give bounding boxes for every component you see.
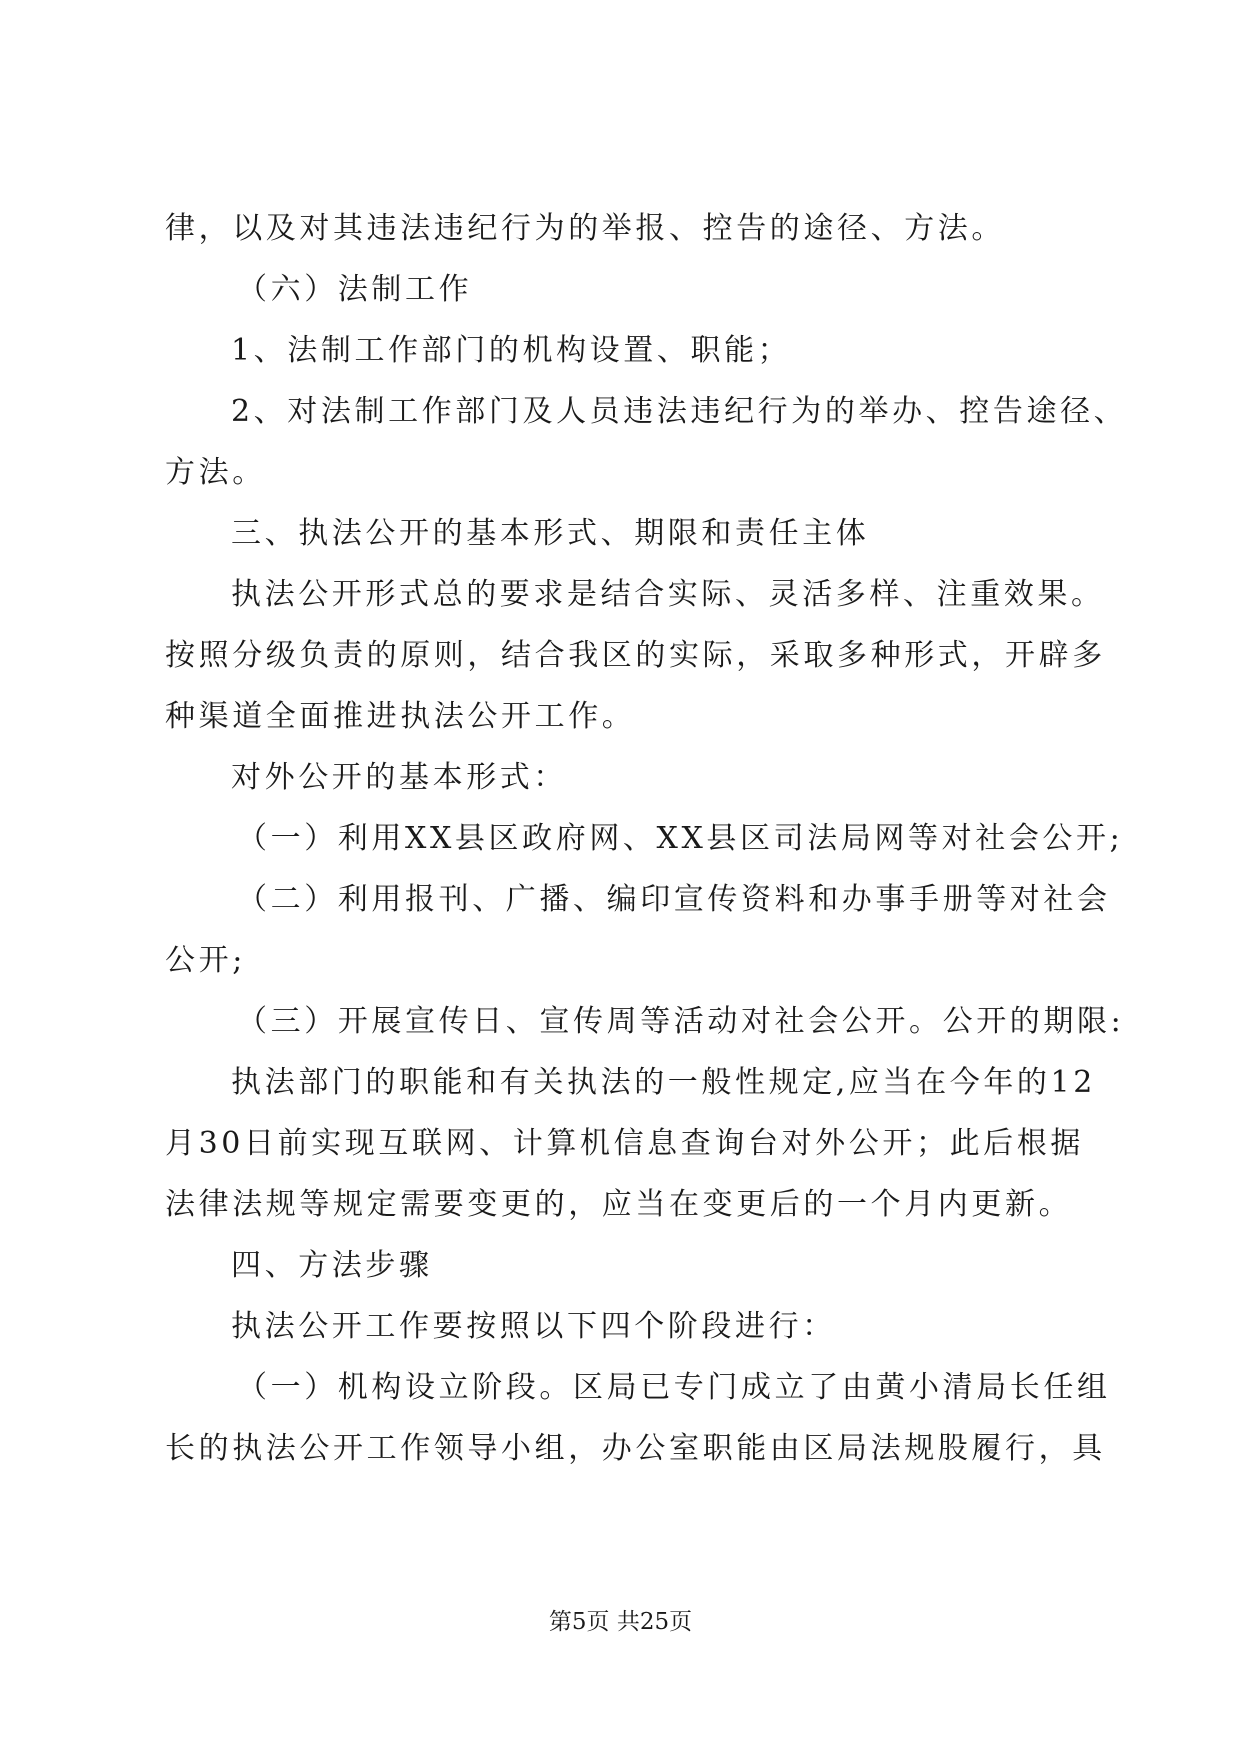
list-item-2: 2、对法制工作部门及人员违法违纪行为的举办、控告途径、: [231, 394, 1128, 429]
section-heading-legal-work: （六）法制工作: [237, 272, 473, 307]
list-item-form-2: （二）利用报刊、广播、编印宣传资料和办事手册等对社会: [237, 882, 1111, 917]
paragraph-line-19: 执法公开工作要按照以下四个阶段进行：: [231, 1309, 836, 1344]
text-line-1: 律，以及对其违法违纪行为的举报、控告的途径、方法。: [165, 211, 1005, 246]
section-heading-3: 三、执法公开的基本形式、期限和责任主体: [231, 516, 870, 551]
paragraph-line-17: 法律法规等规定需要变更的，应当在变更后的一个月内更新。: [165, 1187, 1073, 1222]
paragraph-line-8: 按照分级负责的原则，结合我区的实际，采取多种形式，开辟多: [165, 638, 1106, 673]
text-line-5: 方法。: [165, 455, 266, 490]
paragraph-line-10: 对外公开的基本形式：: [231, 760, 567, 795]
paragraph-line-13: 公开;: [165, 943, 246, 978]
page-number-footer: 第5页 共25页: [548, 1609, 693, 1635]
list-item-form-1: （一）利用XX县区政府网、XX县区司法局网等对社会公开;: [237, 821, 1124, 856]
section-heading-4: 四、方法步骤: [231, 1248, 433, 1283]
paragraph-line-21: 长的执法公开工作领导小组，办公室职能由区局法规股履行，具: [165, 1431, 1106, 1466]
list-item-1: 1、法制工作部门的机构设置、职能；: [231, 333, 792, 368]
paragraph-line-15: 执法部门的职能和有关执法的一般性规定,应当在今年的12: [231, 1065, 1096, 1100]
document-body: [165, 198, 1128, 1479]
list-item-form-3: （三）开展宣传日、宣传周等活动对社会公开。公开的期限:: [237, 1004, 1125, 1039]
paragraph-line-16: 月30日前实现互联网、计算机信息查询台对外公开；此后根据: [165, 1126, 1084, 1161]
paragraph-line-9: 种渠道全面推进执法公开工作。: [165, 699, 636, 734]
list-item-stage-1: （一）机构设立阶段。区局已专门成立了由黄小清局长任组: [237, 1370, 1111, 1405]
paragraph-line-7: 执法公开形式总的要求是结合实际、灵活多样、注重效果。: [231, 577, 1105, 612]
